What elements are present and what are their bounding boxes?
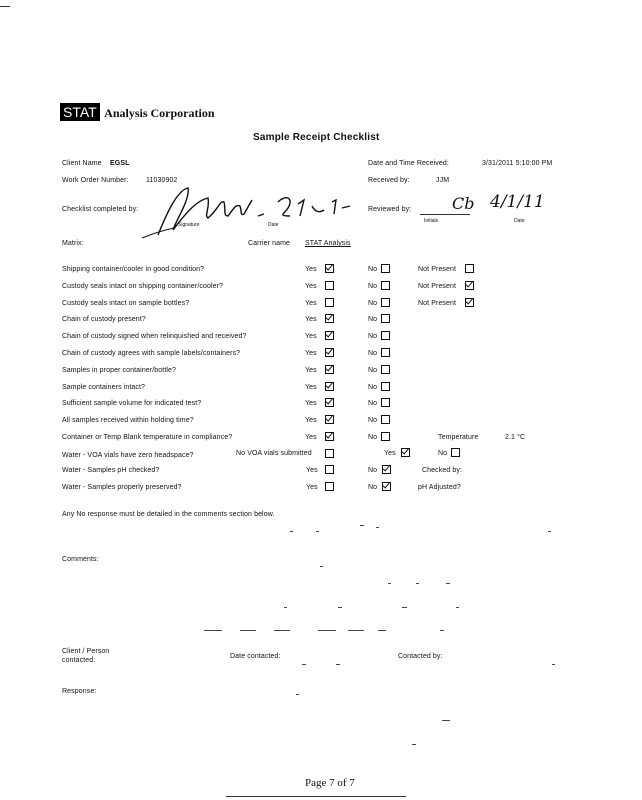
checklist-yes-label: Yes bbox=[305, 384, 317, 391]
speck bbox=[416, 583, 419, 584]
reviewed-initials: Cb bbox=[452, 194, 475, 213]
checklist-no-checkbox[interactable] bbox=[381, 348, 390, 357]
checklist-not-present-checkbox[interactable] bbox=[465, 298, 474, 307]
checklist-no-label: No bbox=[368, 283, 378, 290]
footer-rule bbox=[226, 796, 406, 797]
checklist-not-present-checkbox[interactable] bbox=[465, 264, 474, 273]
checklist-no-checkbox[interactable] bbox=[381, 281, 390, 290]
speck bbox=[376, 527, 379, 528]
speck bbox=[360, 525, 364, 526]
checklist-yes-label: Yes bbox=[305, 434, 317, 441]
speck bbox=[296, 694, 299, 695]
logo-box: STAT bbox=[60, 103, 100, 121]
checklist-not-present-label: Not Present bbox=[418, 283, 457, 290]
speck bbox=[440, 630, 444, 631]
client-name-value: EGSL bbox=[110, 160, 130, 167]
checklist-question: Chain of custody present? bbox=[62, 316, 146, 323]
ph-preserved-no-label: No bbox=[368, 484, 378, 491]
company-name: Analysis Corporation bbox=[104, 106, 215, 120]
checklist-no-checkbox[interactable] bbox=[381, 432, 390, 441]
received-by-value: JJM bbox=[436, 177, 450, 184]
speck bbox=[378, 630, 386, 631]
checklist-question: Shipping container/cooler in good condition? bbox=[62, 266, 205, 273]
speck bbox=[456, 607, 459, 608]
speck bbox=[302, 664, 306, 665]
checklist-yes-checkbox[interactable] bbox=[325, 382, 334, 391]
client-contacted-label-2: contacted: bbox=[62, 657, 96, 664]
checklist-yes-checkbox[interactable] bbox=[325, 298, 334, 307]
speck bbox=[316, 531, 319, 532]
checklist-yes-label: Yes bbox=[305, 316, 317, 323]
checklist-yes-checkbox[interactable] bbox=[325, 415, 334, 424]
reviewed-by-label: Reviewed by: bbox=[368, 206, 412, 213]
ph-checked-yes-checkbox[interactable] bbox=[325, 465, 334, 474]
checklist-question: All samples received within holding time? bbox=[62, 417, 194, 424]
checklist-yes-label: Yes bbox=[305, 283, 317, 290]
checklist-no-label: No bbox=[368, 333, 378, 340]
speck bbox=[338, 607, 342, 608]
date-caption: Date bbox=[268, 222, 279, 228]
checklist-yes-checkbox[interactable] bbox=[325, 432, 334, 441]
speck bbox=[412, 744, 416, 745]
comments-note: Any No response must be detailed in the comments section below. bbox=[62, 511, 275, 518]
checklist-no-checkbox[interactable] bbox=[381, 314, 390, 323]
client-name-label: Client Name bbox=[62, 160, 102, 167]
checklist-yes-checkbox[interactable] bbox=[325, 314, 334, 323]
ph-preserved-yes-label: Yes bbox=[306, 484, 318, 491]
speck bbox=[446, 583, 450, 584]
company-logo bbox=[60, 104, 215, 122]
checklist-no-label: No bbox=[368, 367, 378, 374]
ph-adjusted-label: pH Adjusted? bbox=[418, 484, 461, 491]
checklist-no-label: No bbox=[368, 400, 378, 407]
checklist-no-checkbox[interactable] bbox=[381, 331, 390, 340]
carrier-value: STAT Analysis bbox=[305, 240, 351, 247]
initials-caption: Initials bbox=[424, 218, 439, 224]
speck bbox=[290, 531, 293, 532]
checked-by-label: Checked by: bbox=[422, 467, 463, 474]
ph-checked-yes-label: Yes bbox=[306, 467, 318, 474]
checklist-no-checkbox[interactable] bbox=[381, 398, 390, 407]
response-label: Response: bbox=[62, 688, 97, 695]
checklist-no-label: No bbox=[368, 434, 378, 441]
reviewed-date-caption: Date bbox=[514, 218, 525, 224]
checklist-yes-checkbox[interactable] bbox=[325, 264, 334, 273]
reviewed-date: 4/1/11 bbox=[490, 192, 545, 212]
page-number: Page 7 of 7 bbox=[305, 777, 355, 789]
speck bbox=[204, 630, 222, 631]
received-by-label: Received by: bbox=[368, 177, 410, 184]
checklist-yes-checkbox[interactable] bbox=[325, 398, 334, 407]
speck bbox=[240, 630, 256, 631]
temperature-value: 2.1 °C bbox=[505, 434, 526, 441]
speck bbox=[318, 630, 336, 631]
checklist-yes-label: Yes bbox=[305, 400, 317, 407]
comments-label: Comments: bbox=[62, 556, 99, 563]
checklist-question: Container or Temp Blank temperature in compliance? bbox=[62, 434, 233, 441]
client-contacted-label-1: Client / Person bbox=[62, 648, 110, 655]
voa-no-label: No bbox=[438, 450, 448, 457]
speck bbox=[274, 630, 290, 631]
date-received-label: Date and Time Received: bbox=[368, 160, 449, 167]
speck bbox=[388, 583, 391, 584]
carrier-label: Carrier name bbox=[248, 240, 291, 247]
speck bbox=[548, 531, 551, 532]
checklist-question: Custody seals intact on sample bottles? bbox=[62, 300, 190, 307]
checklist-yes-checkbox[interactable] bbox=[325, 365, 334, 374]
matrix-label: Matrix: bbox=[62, 240, 84, 247]
no-voa-label: No VOA vials submitted bbox=[236, 450, 312, 457]
checklist-no-label: No bbox=[368, 266, 378, 273]
page-title: Sample Receipt Checklist bbox=[253, 132, 380, 143]
no-voa-checkbox[interactable] bbox=[325, 449, 334, 458]
checklist-not-present-label: Not Present bbox=[418, 266, 457, 273]
checklist-yes-label: Yes bbox=[305, 266, 317, 273]
checklist-yes-label: Yes bbox=[305, 333, 317, 340]
ph-preserved-no-checkbox[interactable] bbox=[382, 482, 391, 491]
signature-caption: Signature bbox=[178, 222, 200, 228]
voa-yes-label: Yes bbox=[384, 450, 396, 457]
checklist-question: Custody seals intact on shipping container/cooler? bbox=[62, 283, 224, 290]
work-order-value: 11030902 bbox=[146, 177, 178, 184]
date-received-value: 3/31/2011 5:10:00 PM bbox=[482, 160, 553, 167]
voa-question: Water - VOA vials have zero headspace? bbox=[62, 452, 194, 459]
temperature-label: Temperature bbox=[438, 434, 479, 441]
voa-no-checkbox[interactable] bbox=[451, 448, 460, 457]
checklist-no-checkbox[interactable] bbox=[381, 382, 390, 391]
speck bbox=[348, 630, 364, 631]
checklist-no-checkbox[interactable] bbox=[381, 264, 390, 273]
checklist-no-checkbox[interactable] bbox=[381, 415, 390, 424]
speck bbox=[336, 664, 340, 665]
checklist-yes-label: Yes bbox=[305, 417, 317, 424]
checklist-yes-checkbox[interactable] bbox=[325, 281, 334, 290]
checklist-yes-label: Yes bbox=[305, 367, 317, 374]
checklist-no-label: No bbox=[368, 300, 378, 307]
signature-scribble bbox=[128, 180, 368, 240]
checklist-no-checkbox[interactable] bbox=[381, 365, 390, 374]
reviewed-initials-line bbox=[420, 214, 470, 215]
speck bbox=[320, 566, 323, 567]
ph-checked-no-checkbox[interactable] bbox=[382, 465, 391, 474]
checklist-no-checkbox[interactable] bbox=[381, 298, 390, 307]
checklist-question: Samples in proper container/bottle? bbox=[62, 367, 177, 374]
checklist-yes-checkbox[interactable] bbox=[325, 331, 334, 340]
checklist-no-label: No bbox=[368, 350, 378, 357]
checklist-yes-label: Yes bbox=[305, 300, 317, 307]
date-contacted-label: Date contacted: bbox=[230, 653, 281, 660]
checklist-no-label: No bbox=[368, 316, 378, 323]
work-order-label: Work Order Number: bbox=[62, 177, 129, 184]
ph-preserved-yes-checkbox[interactable] bbox=[325, 482, 334, 491]
speck bbox=[402, 607, 407, 608]
speck bbox=[552, 664, 555, 665]
checklist-not-present-label: Not Present bbox=[418, 300, 457, 307]
voa-yes-checkbox[interactable] bbox=[401, 448, 410, 457]
checklist-question: Sample containers intact? bbox=[62, 384, 146, 391]
checklist-question: Chain of custody agrees with sample labels/containers? bbox=[62, 350, 241, 357]
checklist-no-label: No bbox=[368, 417, 378, 424]
speck bbox=[442, 720, 450, 721]
checklist-no-label: No bbox=[368, 384, 378, 391]
ph-checked-question: Water - Samples pH checked? bbox=[62, 467, 160, 474]
ph-preserved-question: Water - Samples properly preserved? bbox=[62, 484, 182, 491]
checklist-question: Chain of custody signed when relinquished and received? bbox=[62, 333, 247, 340]
checklist-question: Sufficient sample volume for indicated test? bbox=[62, 400, 202, 407]
checklist-not-present-checkbox[interactable] bbox=[465, 281, 474, 290]
contacted-by-label: Contacted by: bbox=[398, 653, 443, 660]
ph-checked-no-label: No bbox=[368, 467, 378, 474]
checklist-yes-checkbox[interactable] bbox=[325, 348, 334, 357]
checklist-yes-label: Yes bbox=[305, 350, 317, 357]
top-left-mark bbox=[0, 6, 10, 7]
completed-by-label: Checklist completed by: bbox=[62, 206, 139, 213]
speck bbox=[284, 607, 287, 608]
